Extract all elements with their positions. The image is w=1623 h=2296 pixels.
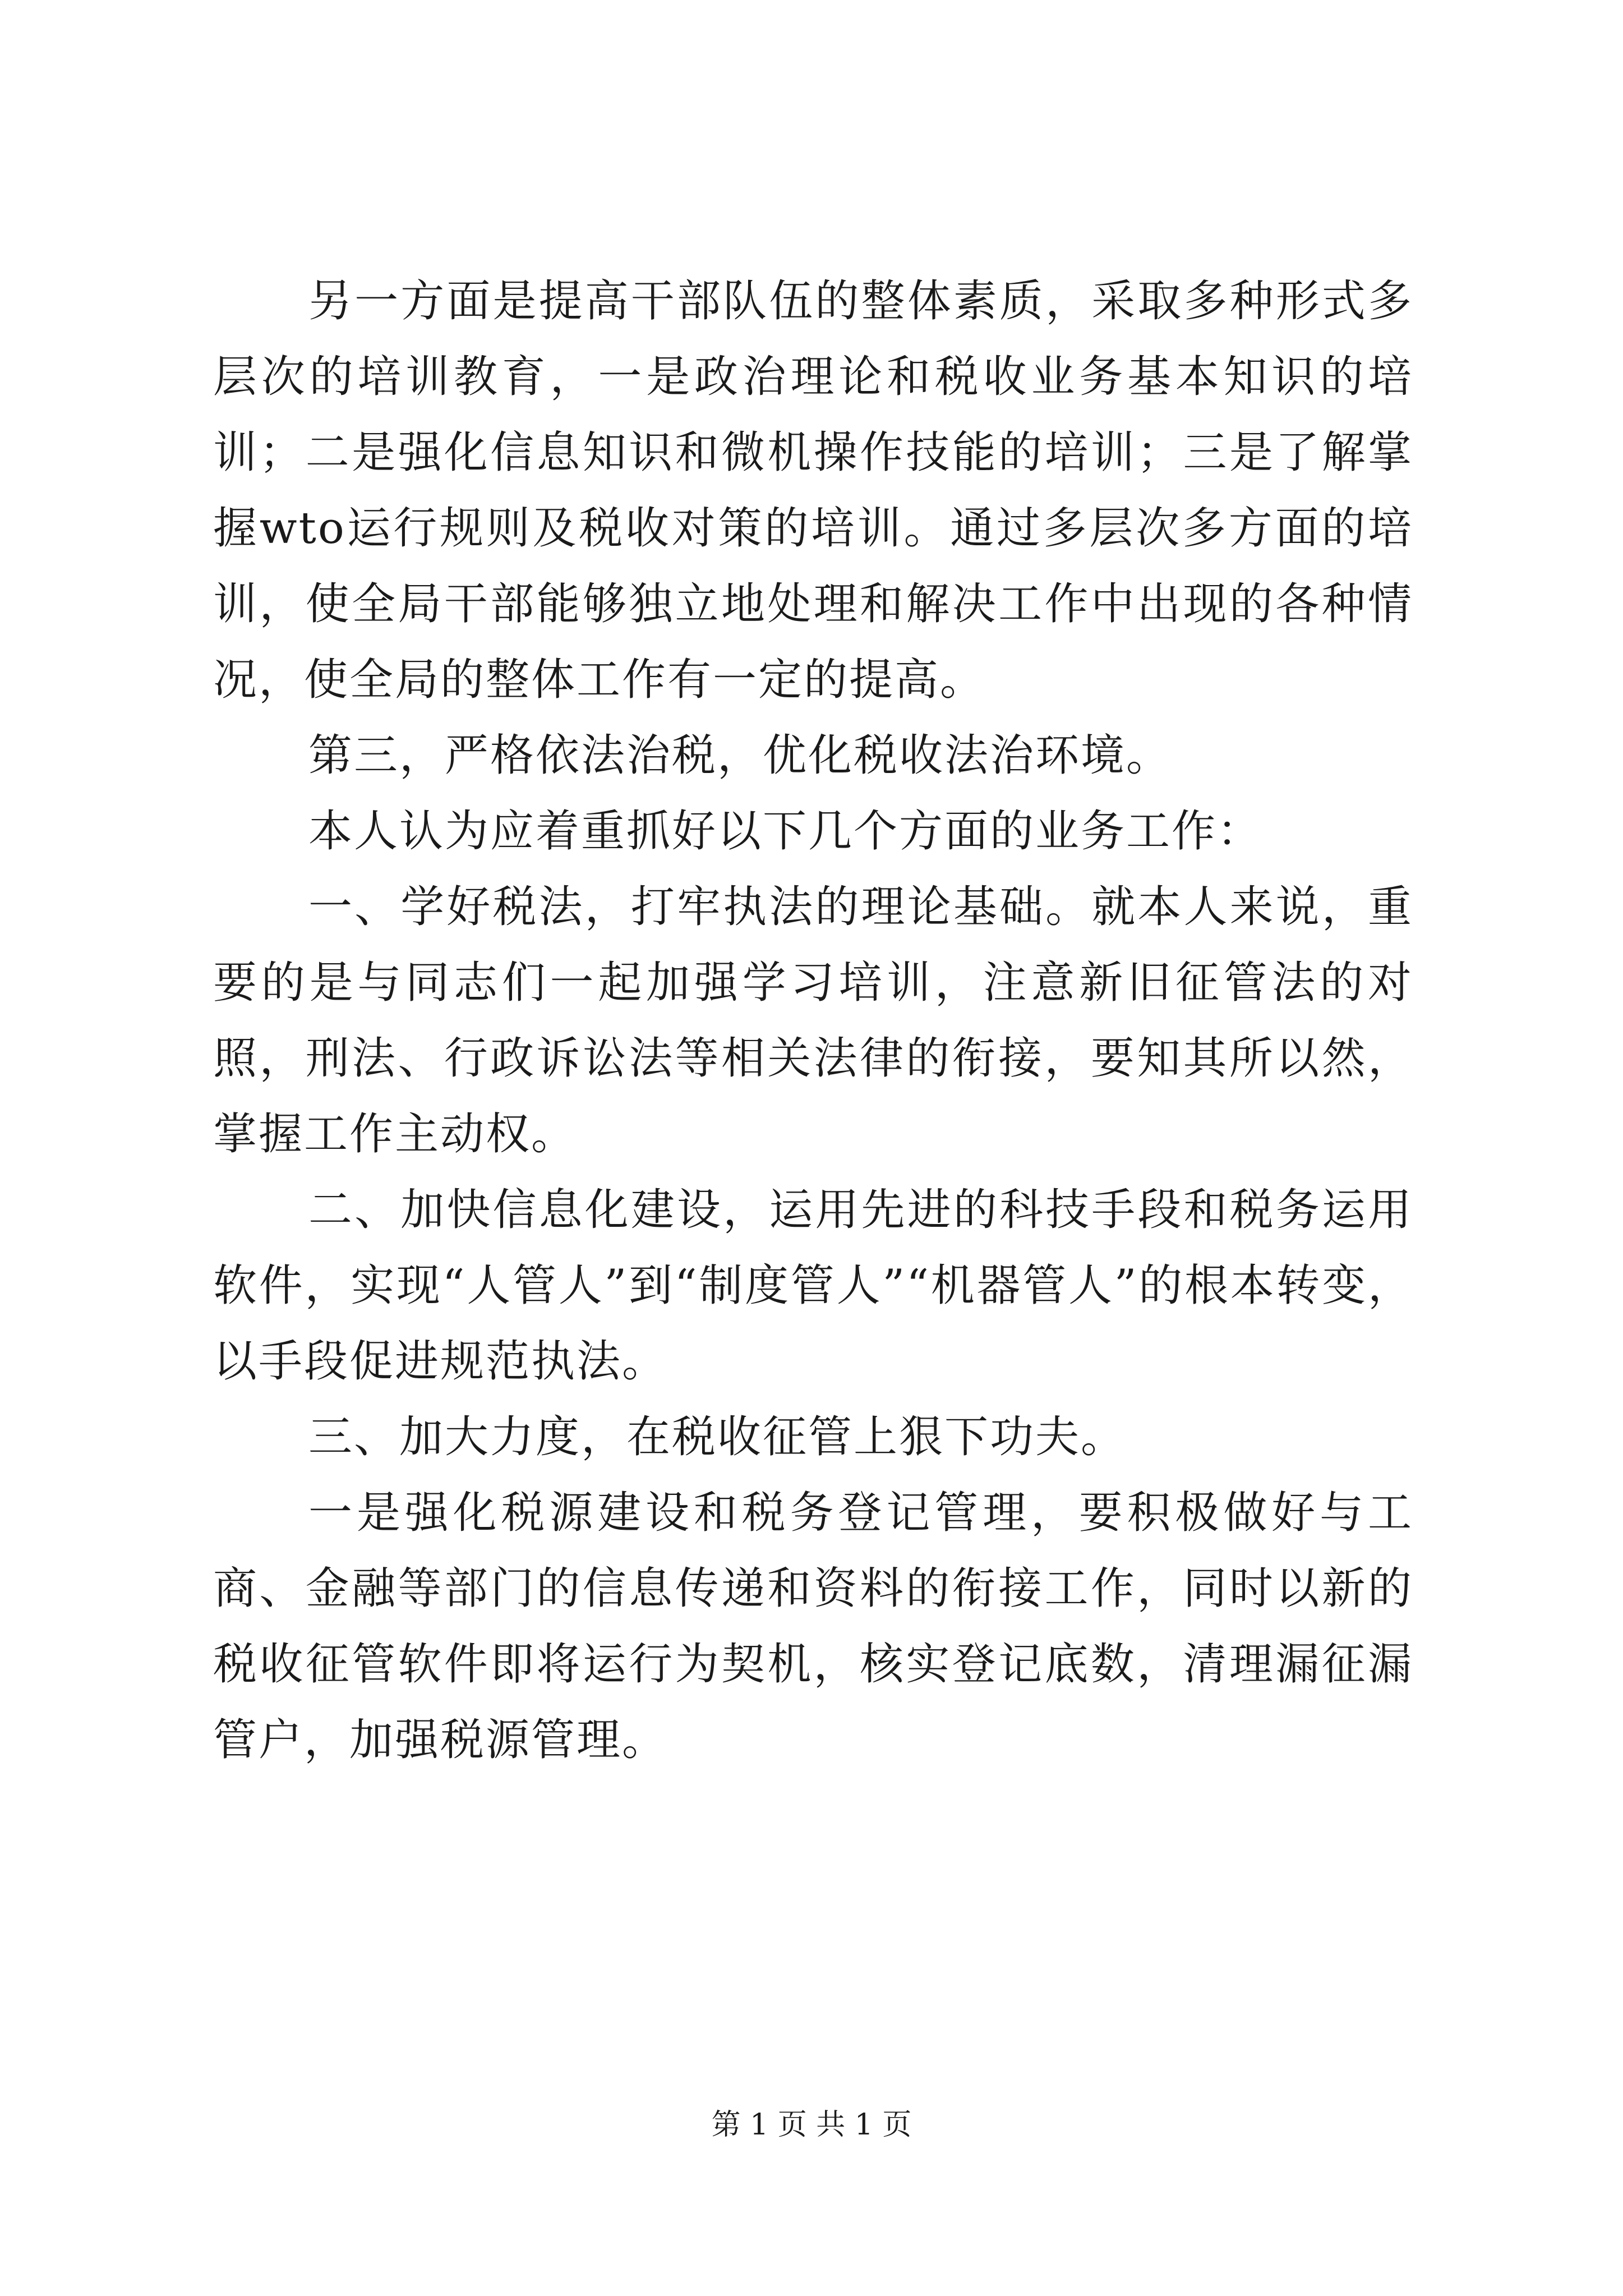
page-number-footer: 第 1 页 共 1 页 bbox=[711, 2108, 912, 2142]
paragraph: 另一方面是提高干部队伍的整体素质，采取多种形式多层次的培训教育，一是政治理论和税收业务基本知识的培训；二是强化信息知识和微机操作技能的培训；三是了解掌握wto运行规则及税收对策的培训。通过多层次多方面的培训，使全局干部能够独立地处理和解决工作中出现的各种情况，使全局的整体工作有一定的提高。 bbox=[213, 276, 1413, 705]
paragraph: 第三，严格依法治税，优化税收法治环境。 bbox=[308, 730, 1172, 781]
paragraph: 三、加大力度，在税收征管上狠下功夫。 bbox=[308, 1412, 1127, 1462]
paragraph: 本人认为应着重抓好以下几个方面的业务工作： bbox=[308, 806, 1263, 857]
paragraph: 一是强化税源建设和税务登记管理，要积极做好与工商、金融等部门的信息传递和资料的衔接工作，同时以新的税收征管软件即将运行为契机，核实登记底数，清理漏征漏管户，加强税源管理。 bbox=[213, 1488, 1413, 1765]
document-body bbox=[213, 264, 1413, 1778]
paragraph: 二、加快信息化建设，运用先进的科技手段和税务运用软件，实现“人管人”到“制度管人”“机器管人”的根本转变，以手段促进规范执法。 bbox=[213, 1185, 1413, 1387]
paragraph: 一、学好税法，打牢执法的理论基础。就本人来说，重要的是与同志们一起加强学习培训，注意新旧征管法的对照，刑法、行政诉讼法等相关法律的衔接，要知其所以然，掌握工作主动权。 bbox=[213, 882, 1413, 1159]
